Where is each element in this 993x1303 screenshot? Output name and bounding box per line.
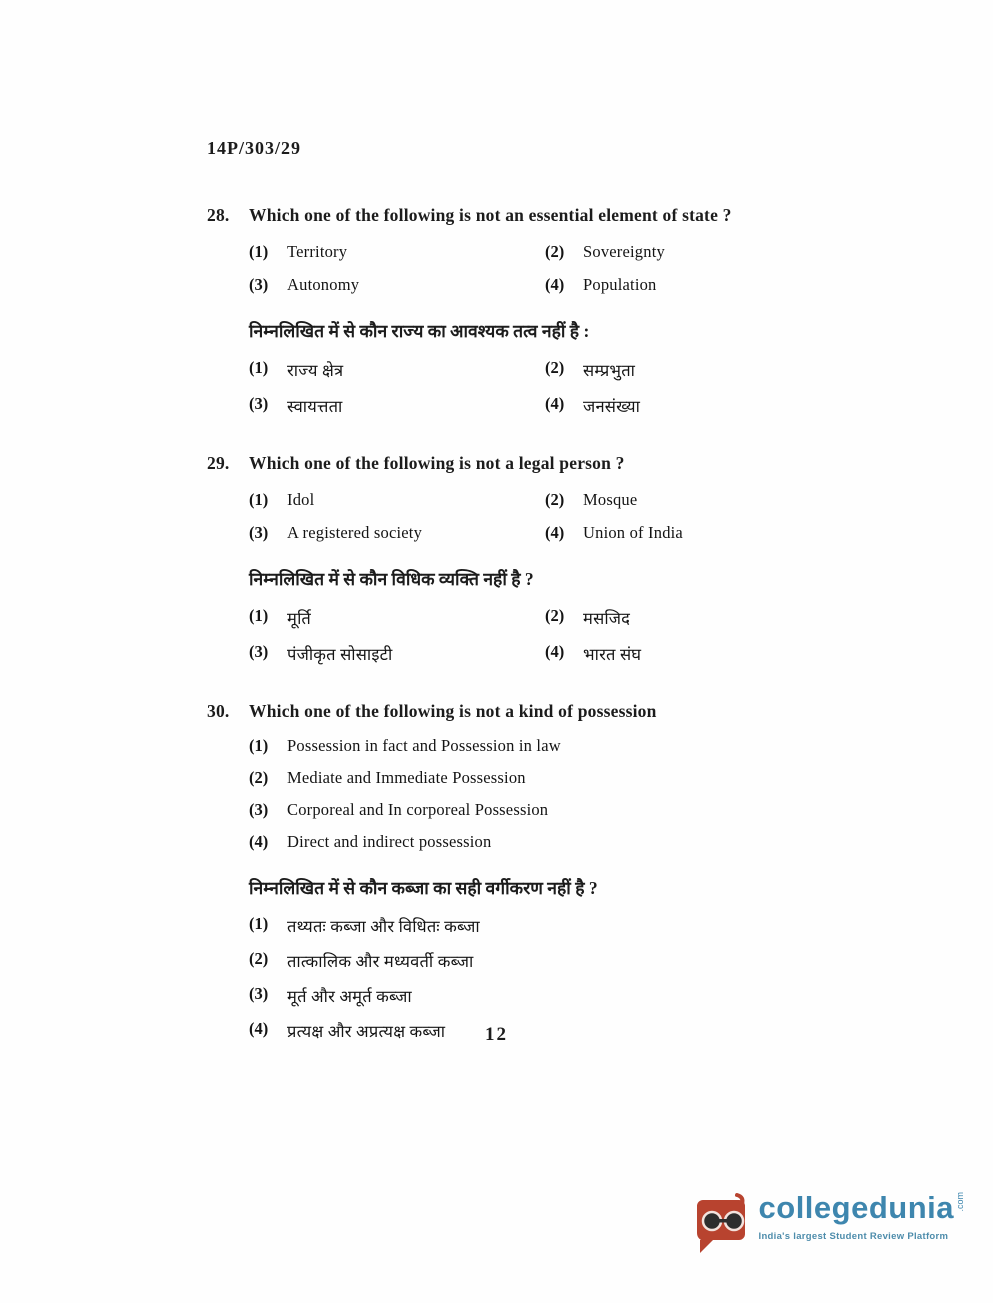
option-label: Union of India	[583, 523, 683, 542]
option-label: सम्प्रभुता	[583, 361, 636, 380]
option-number: (4)	[545, 523, 565, 542]
option-number: (3)	[249, 642, 269, 661]
question-30	[207, 701, 847, 1042]
option-row	[249, 606, 545, 629]
option-row	[545, 523, 847, 543]
question-number: 28.	[207, 205, 230, 225]
option-row	[545, 490, 847, 510]
question-body	[249, 736, 847, 1042]
option-number: (3)	[249, 275, 269, 294]
option-number: (1)	[249, 358, 269, 377]
question-28	[207, 205, 847, 417]
question-text-pre: Which one of the following is	[249, 453, 476, 473]
option-number: (4)	[545, 275, 565, 294]
question-text-hi: निम्नलिखित में से कौन राज्य का आवश्यक तत्व नहीं है :	[249, 321, 590, 341]
question-29	[207, 453, 847, 665]
option-row	[545, 358, 847, 381]
question-text-post: an essential element of state ?	[500, 205, 732, 225]
option-number: (3)	[249, 984, 269, 1003]
option-number: (2)	[545, 490, 565, 509]
not-emphasis: not	[475, 701, 501, 721]
logo-tagline: India's largest Student Review Platform	[758, 1231, 949, 1242]
option-label: Corporeal and In corporeal Possession	[287, 800, 549, 819]
option-label: Territory	[287, 242, 348, 261]
hindi-options	[249, 914, 847, 1042]
option-label: Possession in fact and Possession in law	[287, 736, 561, 755]
logo-text-block	[759, 1192, 965, 1242]
option-label: पंजीकृत सोसाइटी	[287, 645, 393, 664]
option-row	[545, 606, 847, 629]
option-row	[249, 358, 545, 381]
question-text-en	[249, 453, 625, 474]
option-row	[249, 914, 847, 937]
option-number: (2)	[545, 242, 565, 261]
question-text-hi: निम्नलिखित में से कौन विधिक व्यक्ति नहीं है ?	[249, 569, 534, 589]
option-row	[249, 490, 545, 510]
option-label: Autonomy	[287, 275, 360, 294]
option-row	[249, 768, 847, 788]
mascot-icon	[693, 1192, 749, 1261]
question-text-en	[249, 205, 732, 226]
option-number: (1)	[249, 242, 269, 261]
not-emphasis: not	[475, 453, 501, 473]
option-label: स्वायत्तता	[287, 397, 343, 416]
question-number: 30.	[207, 701, 230, 721]
option-label: Direct and indirect possession	[287, 832, 492, 851]
option-label: A registered society	[287, 523, 423, 542]
option-number: (1)	[249, 490, 269, 509]
english-options	[249, 242, 847, 295]
option-row	[249, 832, 847, 852]
option-row	[249, 642, 545, 665]
option-row	[249, 984, 847, 1007]
question-number: 29.	[207, 453, 230, 473]
option-number: (3)	[249, 523, 269, 542]
option-number: (4)	[545, 394, 565, 413]
option-label: तात्कालिक और मध्यवर्ती कब्जा	[287, 952, 474, 971]
option-row	[249, 800, 847, 820]
option-row	[249, 394, 545, 417]
option-number: (2)	[249, 768, 269, 787]
option-number: (3)	[249, 800, 269, 819]
not-emphasis: not	[475, 205, 501, 225]
option-number: (2)	[545, 358, 565, 377]
option-label: राज्य क्षेत्र	[287, 361, 344, 380]
option-row	[545, 275, 847, 295]
question-text-pre: Which one of the following is	[249, 205, 476, 225]
option-label: मसजिद	[583, 609, 631, 628]
question-text-en	[249, 701, 657, 722]
option-row	[249, 949, 847, 972]
question-text-pre: Which one of the following is	[249, 701, 476, 721]
question-text-post: a legal person ?	[500, 453, 625, 473]
option-label: जनसंख्या	[583, 397, 641, 416]
option-label: Idol	[287, 490, 315, 509]
option-label: Mosque	[583, 490, 638, 509]
option-label: Sovereignty	[583, 242, 665, 261]
question-body	[249, 242, 847, 417]
option-number: (4)	[249, 832, 269, 851]
logo-wordmark: collegedunia	[758, 1190, 954, 1225]
page-number: 12	[485, 1024, 508, 1045]
question-text-hi: निम्नलिखित में से कौन कब्जा का सही वर्गीकरण नहीं है ?	[249, 878, 598, 898]
option-label: तथ्यतः कब्जा और विधितः कब्जा	[287, 917, 480, 936]
option-row	[545, 642, 847, 665]
option-row	[249, 275, 545, 295]
logo-domain-suffix: .com	[955, 1192, 965, 1212]
option-number: (2)	[545, 606, 565, 625]
paper-code: 14P/303/29	[207, 138, 301, 158]
option-number: (3)	[249, 394, 269, 413]
question-body	[249, 490, 847, 665]
question-line	[207, 701, 847, 722]
option-label: प्रत्यक्ष और अप्रत्यक्ष कब्जा	[287, 1022, 446, 1041]
question-text-post: a kind of possession	[500, 701, 657, 721]
collegedunia-logo	[693, 1192, 965, 1261]
question-line	[207, 453, 847, 474]
question-line	[207, 205, 847, 226]
hindi-options	[249, 358, 847, 417]
option-label: Mediate and Immediate Possession	[287, 768, 526, 787]
option-label: मूर्त और अमूर्त कब्जा	[287, 987, 412, 1006]
option-row	[249, 736, 847, 756]
option-number: (4)	[545, 642, 565, 661]
english-options	[249, 490, 847, 543]
page-content	[207, 138, 847, 1042]
option-row	[249, 242, 545, 262]
option-row	[545, 394, 847, 417]
english-options	[249, 736, 847, 852]
option-number: (1)	[249, 914, 269, 933]
hindi-options	[249, 606, 847, 665]
option-number: (1)	[249, 736, 269, 755]
option-number: (2)	[249, 949, 269, 968]
option-number: (1)	[249, 606, 269, 625]
option-number: (4)	[249, 1019, 269, 1038]
option-label: Population	[583, 275, 657, 294]
option-label: भारत संघ	[583, 645, 642, 664]
option-row	[249, 523, 545, 543]
option-row	[545, 242, 847, 262]
option-label: मूर्ति	[287, 609, 311, 628]
